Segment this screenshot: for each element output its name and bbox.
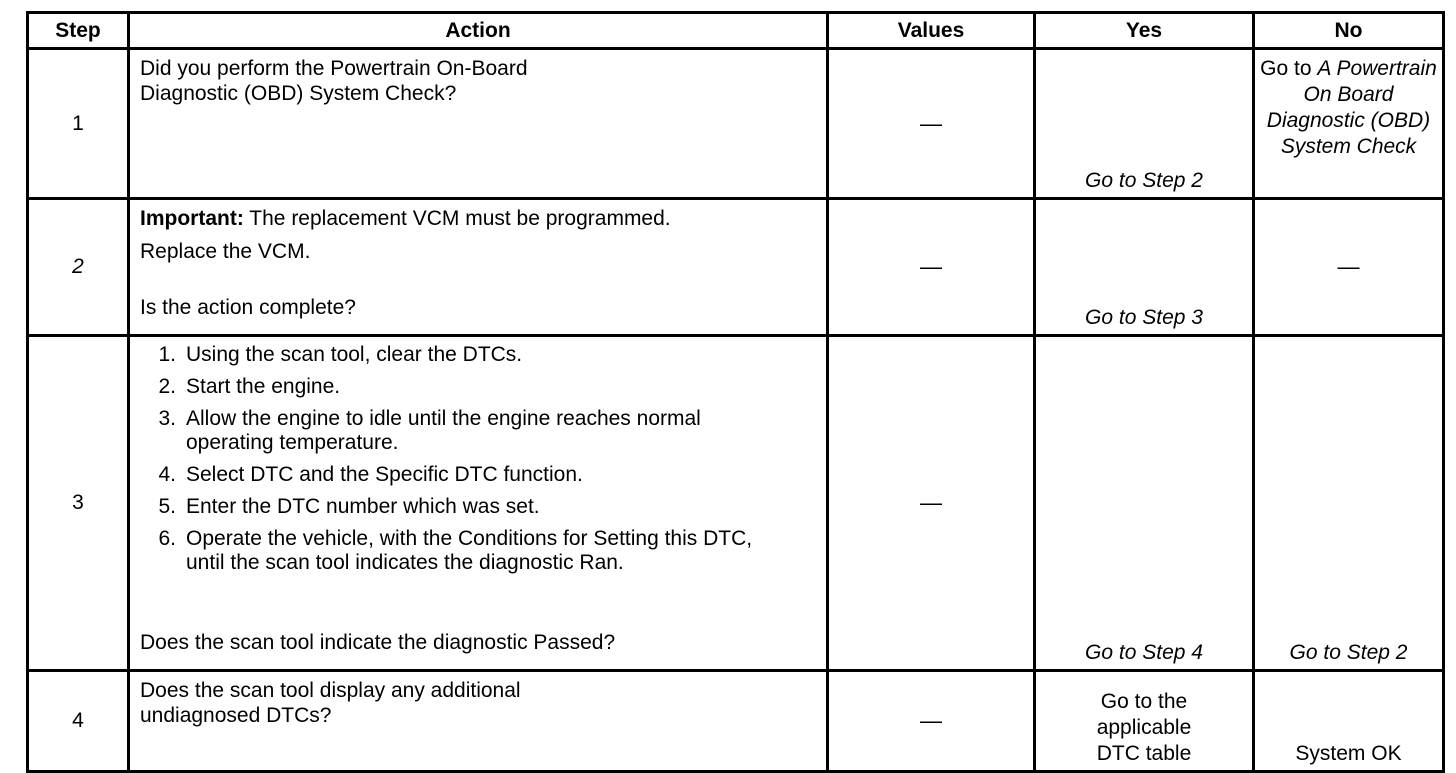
important-note — [140, 206, 818, 231]
action-cell — [129, 671, 828, 772]
values-cell: — — [828, 336, 1035, 671]
action-cell — [129, 336, 828, 671]
values-cell: — — [828, 671, 1035, 772]
values-cell: — — [828, 199, 1035, 336]
action-line: Replace the VCM. — [140, 240, 311, 263]
header-row — [28, 13, 1444, 49]
action-cell — [129, 199, 828, 336]
no-cell — [1254, 49, 1444, 199]
list-item: 4. Select DTC and the Specific DTC function. — [158, 463, 583, 486]
step-number: 4 — [28, 671, 129, 772]
no-cell: Go to Step 2 — [1254, 336, 1444, 671]
important-text: The replacement VCM must be programmed. — [249, 207, 671, 230]
table-row — [28, 49, 1444, 199]
action-cell — [129, 49, 828, 199]
table-row — [28, 336, 1444, 671]
no-cell: — — [1254, 199, 1444, 336]
yes-cell: Go to Step 4 — [1035, 336, 1254, 671]
no-prefix: Go to — [1260, 57, 1312, 80]
yes-cell: Go to the applicable DTC table — [1035, 671, 1254, 772]
action-question: Is the action complete? — [140, 296, 356, 319]
action-text: Does the scan tool display any additional undiagnosed DTCs? — [140, 679, 521, 727]
table-row — [28, 671, 1444, 772]
step-number: 2 — [28, 199, 129, 336]
table-row — [28, 199, 1444, 336]
action-question: Does the scan tool indicate the diagnostic Passed? — [140, 631, 616, 654]
list-item: 6. Operate the vehicle, with the Conditions for Setting this DTC, until the scan tool indicates the diagnostic Ran. — [158, 527, 753, 574]
list-item: 1. Using the scan tool, clear the DTCs. — [158, 343, 523, 366]
header-step: Step — [28, 13, 129, 49]
step-number: 3 — [28, 336, 129, 671]
step-number: 1 — [28, 49, 129, 199]
header-action: Action — [129, 13, 828, 49]
diagnostic-table — [26, 11, 1445, 773]
no-link: A Powertrain On Board Diagnostic (OBD) System Check — [1266, 57, 1437, 158]
action-text: Did you perform the Powertrain On-Board Diagnostic (OBD) System Check? — [140, 57, 528, 105]
list-item: 3. Allow the engine to idle until the engine reaches normal operating temperature. — [158, 407, 701, 454]
header-values: Values — [828, 13, 1035, 49]
list-item: 2. Start the engine. — [158, 375, 341, 398]
header-yes: Yes — [1035, 13, 1254, 49]
important-label: Important: — [140, 207, 244, 230]
header-no: No — [1254, 13, 1444, 49]
values-cell: — — [828, 49, 1035, 199]
no-cell: System OK — [1254, 671, 1444, 772]
list-item: 5. Enter the DTC number which was set. — [158, 495, 540, 518]
yes-cell: Go to Step 2 — [1035, 49, 1254, 199]
yes-cell: Go to Step 3 — [1035, 199, 1254, 336]
action-steps-list — [140, 343, 818, 583]
